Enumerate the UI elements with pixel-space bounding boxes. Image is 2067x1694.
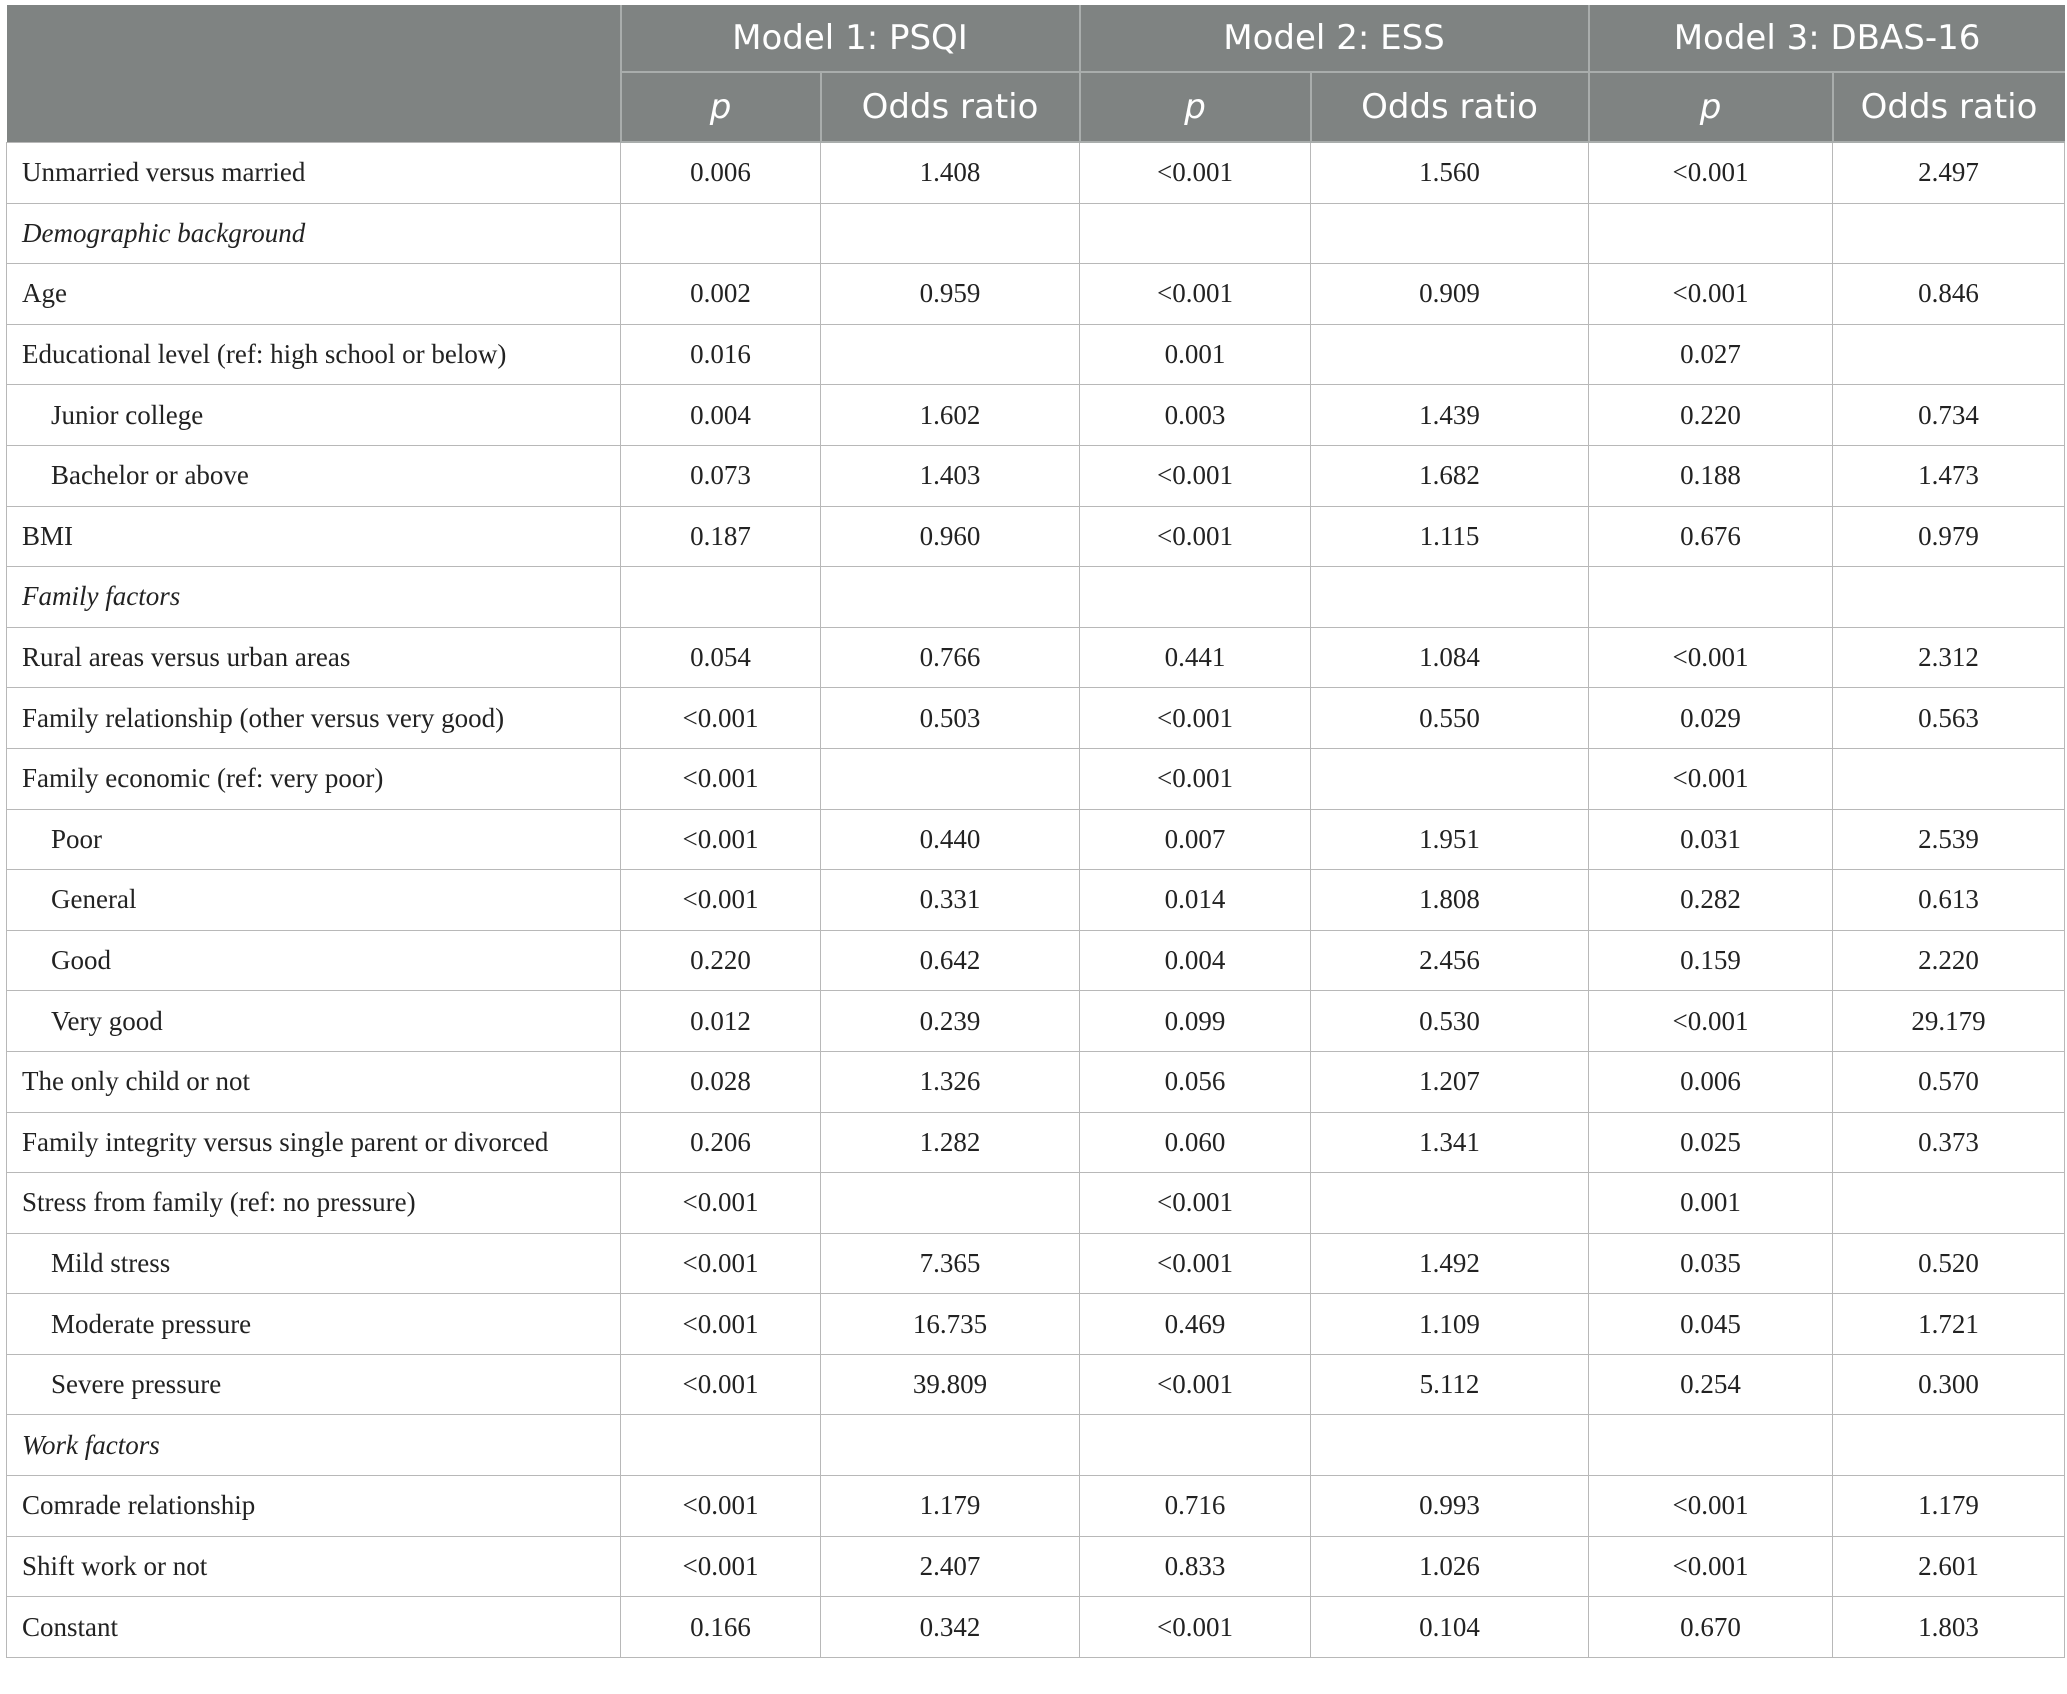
table-row [7, 1597, 2065, 1658]
cell-p-model-3: 0.188 [1589, 445, 1833, 506]
row-label: Rural areas versus urban areas [7, 627, 621, 688]
table-row [7, 870, 2065, 931]
cell-or-model-2: 1.492 [1311, 1233, 1589, 1294]
cell-p-model-3 [1589, 567, 1833, 628]
cell-p-model-3: 0.025 [1589, 1112, 1833, 1173]
cell-p-model-1 [621, 203, 821, 264]
cell-p-model-1: 0.006 [621, 142, 821, 203]
table-row [7, 1112, 2065, 1173]
cell-p-model-2: 0.007 [1080, 809, 1311, 870]
cell-or-model-1: 0.331 [821, 870, 1080, 931]
header-blank-cell [7, 5, 621, 142]
table-row [7, 506, 2065, 567]
table-row [7, 445, 2065, 506]
table-row [7, 748, 2065, 809]
cell-or-model-2: 0.104 [1311, 1597, 1589, 1658]
cell-p-model-2: <0.001 [1080, 688, 1311, 749]
cell-p-model-3: 0.220 [1589, 385, 1833, 446]
row-label: Constant [7, 1597, 621, 1658]
cell-p-model-1: 0.206 [621, 1112, 821, 1173]
cell-p-model-2: 0.014 [1080, 870, 1311, 931]
cell-p-model-2: 0.001 [1080, 324, 1311, 385]
cell-p-model-2: <0.001 [1080, 748, 1311, 809]
cell-p-model-3: 0.045 [1589, 1294, 1833, 1355]
table-row [7, 324, 2065, 385]
cell-or-model-1: 1.408 [821, 142, 1080, 203]
table-row [7, 1415, 2065, 1476]
cell-p-model-2: <0.001 [1080, 506, 1311, 567]
cell-or-model-2: 0.550 [1311, 688, 1589, 749]
header-or-model-2: Odds ratio [1311, 72, 1589, 142]
cell-or-model-1 [821, 567, 1080, 628]
cell-p-model-2: 0.004 [1080, 930, 1311, 991]
table-row [7, 1476, 2065, 1537]
row-label: Good [7, 930, 621, 991]
header-row-models [7, 5, 2065, 72]
cell-p-model-2: 0.716 [1080, 1476, 1311, 1537]
table-row [7, 1173, 2065, 1234]
cell-or-model-1: 1.326 [821, 1051, 1080, 1112]
header-p-model-1: p [621, 72, 821, 142]
row-label: Family relationship (other versus very good) [7, 688, 621, 749]
cell-p-model-3: 0.006 [1589, 1051, 1833, 1112]
row-label: Very good [7, 991, 621, 1052]
cell-p-model-2: <0.001 [1080, 264, 1311, 325]
cell-or-model-3: 0.979 [1833, 506, 2065, 567]
cell-p-model-3: 0.282 [1589, 870, 1833, 931]
regression-table [6, 5, 2065, 1658]
cell-or-model-3 [1833, 567, 2065, 628]
cell-p-model-3: <0.001 [1589, 991, 1833, 1052]
header-or-model-1: Odds ratio [821, 72, 1080, 142]
cell-or-model-1: 1.403 [821, 445, 1080, 506]
header-model-2: Model 2: ESS [1080, 5, 1589, 72]
cell-p-model-2: 0.056 [1080, 1051, 1311, 1112]
row-label: Unmarried versus married [7, 142, 621, 203]
cell-or-model-2 [1311, 1173, 1589, 1234]
cell-p-model-2: 0.003 [1080, 385, 1311, 446]
cell-p-model-2: <0.001 [1080, 1233, 1311, 1294]
cell-p-model-3: <0.001 [1589, 627, 1833, 688]
cell-p-model-1: 0.187 [621, 506, 821, 567]
cell-p-model-1: <0.001 [621, 688, 821, 749]
row-label: Educational level (ref: high school or below) [7, 324, 621, 385]
cell-or-model-2 [1311, 203, 1589, 264]
cell-p-model-2: <0.001 [1080, 445, 1311, 506]
cell-p-model-3: 0.027 [1589, 324, 1833, 385]
cell-or-model-3 [1833, 324, 2065, 385]
cell-or-model-2: 1.207 [1311, 1051, 1589, 1112]
cell-p-model-1 [621, 1415, 821, 1476]
cell-or-model-1: 0.766 [821, 627, 1080, 688]
cell-or-model-2: 2.456 [1311, 930, 1589, 991]
cell-p-model-1: <0.001 [621, 1536, 821, 1597]
cell-or-model-3: 1.721 [1833, 1294, 2065, 1355]
table-row [7, 991, 2065, 1052]
row-label: General [7, 870, 621, 931]
cell-p-model-3: 0.031 [1589, 809, 1833, 870]
cell-or-model-2: 1.026 [1311, 1536, 1589, 1597]
cell-or-model-1 [821, 1173, 1080, 1234]
table-row [7, 688, 2065, 749]
cell-p-model-2: <0.001 [1080, 1173, 1311, 1234]
row-label: Moderate pressure [7, 1294, 621, 1355]
cell-or-model-3: 0.300 [1833, 1354, 2065, 1415]
table-row [7, 1294, 2065, 1355]
cell-or-model-3 [1833, 203, 2065, 264]
row-label: Poor [7, 809, 621, 870]
cell-or-model-1: 7.365 [821, 1233, 1080, 1294]
cell-p-model-3: 0.029 [1589, 688, 1833, 749]
cell-or-model-2: 0.530 [1311, 991, 1589, 1052]
cell-or-model-1: 2.407 [821, 1536, 1080, 1597]
cell-or-model-1: 0.440 [821, 809, 1080, 870]
cell-or-model-1: 0.239 [821, 991, 1080, 1052]
cell-p-model-2: <0.001 [1080, 1354, 1311, 1415]
cell-or-model-2: 1.115 [1311, 506, 1589, 567]
cell-p-model-2 [1080, 1415, 1311, 1476]
cell-p-model-3 [1589, 203, 1833, 264]
cell-p-model-1: 0.028 [621, 1051, 821, 1112]
table-row [7, 567, 2065, 628]
cell-or-model-1: 0.503 [821, 688, 1080, 749]
cell-p-model-3: 0.001 [1589, 1173, 1833, 1234]
table-row [7, 1051, 2065, 1112]
cell-or-model-2 [1311, 324, 1589, 385]
cell-or-model-3: 2.312 [1833, 627, 2065, 688]
table-row [7, 264, 2065, 325]
cell-p-model-2: 0.060 [1080, 1112, 1311, 1173]
cell-p-model-1: <0.001 [621, 1476, 821, 1537]
cell-or-model-2: 1.951 [1311, 809, 1589, 870]
row-label: The only child or not [7, 1051, 621, 1112]
cell-p-model-3: <0.001 [1589, 748, 1833, 809]
cell-or-model-1: 0.642 [821, 930, 1080, 991]
cell-p-model-3: 0.676 [1589, 506, 1833, 567]
cell-p-model-2 [1080, 567, 1311, 628]
cell-p-model-3: <0.001 [1589, 1536, 1833, 1597]
cell-p-model-2: 0.469 [1080, 1294, 1311, 1355]
cell-p-model-2: 0.441 [1080, 627, 1311, 688]
cell-p-model-1: 0.054 [621, 627, 821, 688]
cell-or-model-3: 0.520 [1833, 1233, 2065, 1294]
cell-or-model-2: 5.112 [1311, 1354, 1589, 1415]
cell-or-model-2 [1311, 748, 1589, 809]
cell-p-model-3: 0.159 [1589, 930, 1833, 991]
cell-or-model-3 [1833, 748, 2065, 809]
cell-p-model-1: 0.166 [621, 1597, 821, 1658]
cell-p-model-1: <0.001 [621, 748, 821, 809]
cell-or-model-2: 1.109 [1311, 1294, 1589, 1355]
table-body [7, 142, 2065, 1657]
cell-p-model-3: 0.254 [1589, 1354, 1833, 1415]
cell-p-model-1: 0.004 [621, 385, 821, 446]
row-label: Shift work or not [7, 1536, 621, 1597]
cell-or-model-3: 29.179 [1833, 991, 2065, 1052]
cell-or-model-2: 1.682 [1311, 445, 1589, 506]
cell-or-model-2: 1.439 [1311, 385, 1589, 446]
row-label: Severe pressure [7, 1354, 621, 1415]
cell-p-model-2: <0.001 [1080, 1597, 1311, 1658]
cell-p-model-3: <0.001 [1589, 1476, 1833, 1537]
row-label: Junior college [7, 385, 621, 446]
cell-or-model-3: 0.570 [1833, 1051, 2065, 1112]
cell-p-model-1: 0.016 [621, 324, 821, 385]
cell-or-model-3: 1.803 [1833, 1597, 2065, 1658]
cell-or-model-1: 1.282 [821, 1112, 1080, 1173]
cell-p-model-2: 0.099 [1080, 991, 1311, 1052]
cell-p-model-1: <0.001 [621, 809, 821, 870]
cell-or-model-2 [1311, 1415, 1589, 1476]
cell-or-model-1: 39.809 [821, 1354, 1080, 1415]
cell-or-model-3: 2.539 [1833, 809, 2065, 870]
header-model-1: Model 1: PSQI [621, 5, 1080, 72]
header-p-model-3: p [1589, 72, 1833, 142]
cell-or-model-2: 0.909 [1311, 264, 1589, 325]
table-row [7, 1354, 2065, 1415]
cell-p-model-3: 0.035 [1589, 1233, 1833, 1294]
cell-or-model-3: 0.563 [1833, 688, 2065, 749]
cell-p-model-3: <0.001 [1589, 142, 1833, 203]
cell-or-model-3: 0.613 [1833, 870, 2065, 931]
cell-p-model-3: 0.670 [1589, 1597, 1833, 1658]
table-row [7, 385, 2065, 446]
cell-p-model-1: 0.002 [621, 264, 821, 325]
row-label: BMI [7, 506, 621, 567]
cell-p-model-1: 0.012 [621, 991, 821, 1052]
header-or-model-3: Odds ratio [1833, 72, 2065, 142]
cell-p-model-1 [621, 567, 821, 628]
cell-p-model-2: <0.001 [1080, 142, 1311, 203]
cell-or-model-1 [821, 203, 1080, 264]
cell-or-model-3: 0.846 [1833, 264, 2065, 325]
section-heading: Family factors [7, 567, 621, 628]
cell-or-model-2 [1311, 567, 1589, 628]
cell-or-model-1 [821, 1415, 1080, 1476]
row-label: Comrade relationship [7, 1476, 621, 1537]
cell-or-model-2: 1.341 [1311, 1112, 1589, 1173]
cell-or-model-3 [1833, 1173, 2065, 1234]
cell-p-model-3: <0.001 [1589, 264, 1833, 325]
section-heading: Demographic background [7, 203, 621, 264]
cell-p-model-1: <0.001 [621, 1294, 821, 1355]
cell-or-model-3: 2.497 [1833, 142, 2065, 203]
cell-or-model-3: 1.179 [1833, 1476, 2065, 1537]
header-p-model-2: p [1080, 72, 1311, 142]
cell-p-model-1: <0.001 [621, 1233, 821, 1294]
cell-or-model-3 [1833, 1415, 2065, 1476]
cell-or-model-2: 1.808 [1311, 870, 1589, 931]
cell-or-model-1 [821, 748, 1080, 809]
table-row [7, 203, 2065, 264]
cell-or-model-2: 1.084 [1311, 627, 1589, 688]
cell-or-model-1: 1.179 [821, 1476, 1080, 1537]
cell-p-model-1: <0.001 [621, 870, 821, 931]
table-row [7, 1536, 2065, 1597]
cell-or-model-1 [821, 324, 1080, 385]
row-label: Age [7, 264, 621, 325]
cell-or-model-1: 16.735 [821, 1294, 1080, 1355]
row-label: Bachelor or above [7, 445, 621, 506]
table-row [7, 627, 2065, 688]
cell-or-model-3: 2.220 [1833, 930, 2065, 991]
cell-p-model-1: 0.073 [621, 445, 821, 506]
cell-or-model-3: 1.473 [1833, 445, 2065, 506]
header-model-3: Model 3: DBAS-16 [1589, 5, 2065, 72]
cell-p-model-1: <0.001 [621, 1173, 821, 1234]
table-row [7, 1233, 2065, 1294]
row-label: Mild stress [7, 1233, 621, 1294]
row-label: Family economic (ref: very poor) [7, 748, 621, 809]
cell-or-model-1: 0.959 [821, 264, 1080, 325]
cell-or-model-1: 1.602 [821, 385, 1080, 446]
row-label: Family integrity versus single parent or divorced [7, 1112, 621, 1173]
table-row [7, 142, 2065, 203]
cell-p-model-3 [1589, 1415, 1833, 1476]
cell-or-model-1: 0.960 [821, 506, 1080, 567]
cell-p-model-2 [1080, 203, 1311, 264]
cell-or-model-3: 0.734 [1833, 385, 2065, 446]
cell-or-model-2: 0.993 [1311, 1476, 1589, 1537]
cell-or-model-2: 1.560 [1311, 142, 1589, 203]
cell-or-model-3: 0.373 [1833, 1112, 2065, 1173]
cell-or-model-3: 2.601 [1833, 1536, 2065, 1597]
table-header [7, 5, 2065, 142]
cell-p-model-2: 0.833 [1080, 1536, 1311, 1597]
cell-or-model-1: 0.342 [821, 1597, 1080, 1658]
section-heading: Work factors [7, 1415, 621, 1476]
row-label: Stress from family (ref: no pressure) [7, 1173, 621, 1234]
table-row [7, 930, 2065, 991]
table-row [7, 809, 2065, 870]
cell-p-model-1: 0.220 [621, 930, 821, 991]
cell-p-model-1: <0.001 [621, 1354, 821, 1415]
